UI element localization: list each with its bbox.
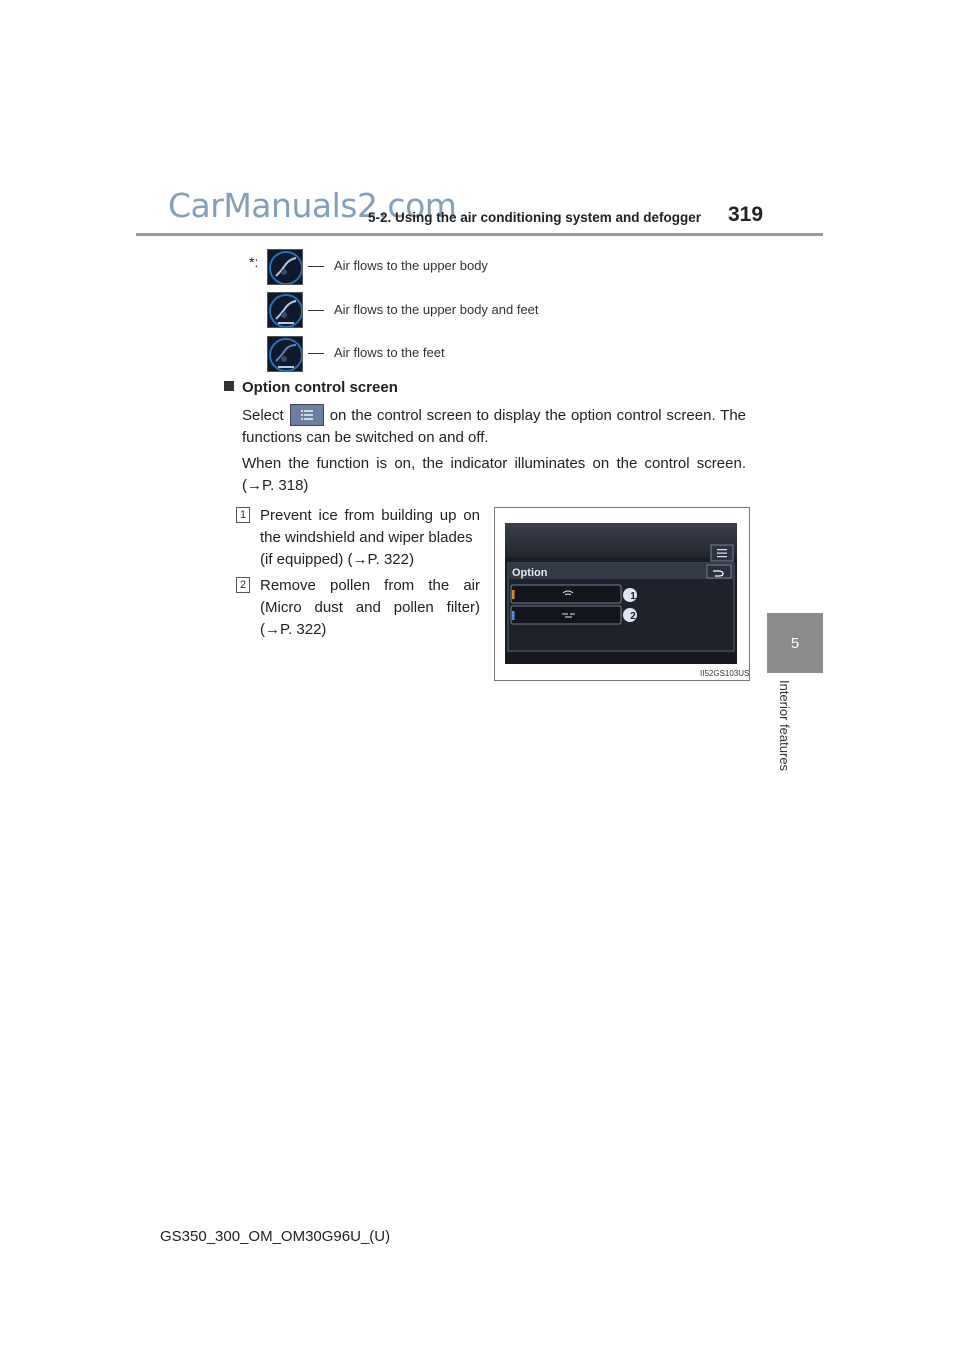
section-title: 5-2. Using the air conditioning system and defogger [368, 210, 702, 225]
document-code: GS350_300_OM_OM30G96U_(U) [160, 1228, 391, 1245]
option-para2-line2: (→P. 318) [242, 477, 309, 494]
item-1-text: Prevent ice from building up on the windshield and wiper blades (if equipped) (→P. 322) [260, 507, 480, 568]
screen-marker-1: 1 [630, 591, 636, 602]
option-heading: Option control screen [224, 379, 398, 396]
chapter-tab [767, 613, 823, 673]
option-screen-illustration [505, 523, 737, 664]
screen-option-title: Option [512, 567, 548, 579]
chapter-number: 5 [790, 634, 800, 652]
bullet-square [224, 381, 234, 391]
page-number: 319 [728, 203, 764, 226]
option-para1-line1: Select on the control screen to display the option control screen. The [242, 404, 746, 427]
watermark: CarManuals2.com [168, 186, 457, 225]
chapter-label: Interior features [777, 680, 792, 772]
air-feet-icon [267, 336, 303, 372]
item-number-1: 1 [236, 507, 250, 523]
item-number-2: 2 [236, 577, 250, 593]
mode-text-upper-body-feet: Air flows to the upper body and feet [308, 302, 539, 317]
list-menu-icon [290, 404, 324, 426]
option-para2-line1: When the function is on, the indicator illuminates on the control screen. [242, 455, 746, 472]
image-code: II52GS103US [700, 669, 750, 678]
footnote-marker: *: [249, 254, 259, 270]
header-rule [136, 233, 823, 236]
air-upper-body-icon [267, 249, 303, 285]
mode-text-upper-body: Air flows to the upper body [308, 258, 488, 273]
item-2-text: Remove pollen from the air (Micro dust and pollen filter) (→P. 322) [260, 577, 480, 638]
option-para1-line2: functions can be switched on and off. [242, 429, 489, 446]
mode-text-feet: Air flows to the feet [308, 345, 445, 360]
air-upper-body-feet-icon [267, 292, 303, 328]
screen-marker-2: 2 [630, 611, 636, 622]
